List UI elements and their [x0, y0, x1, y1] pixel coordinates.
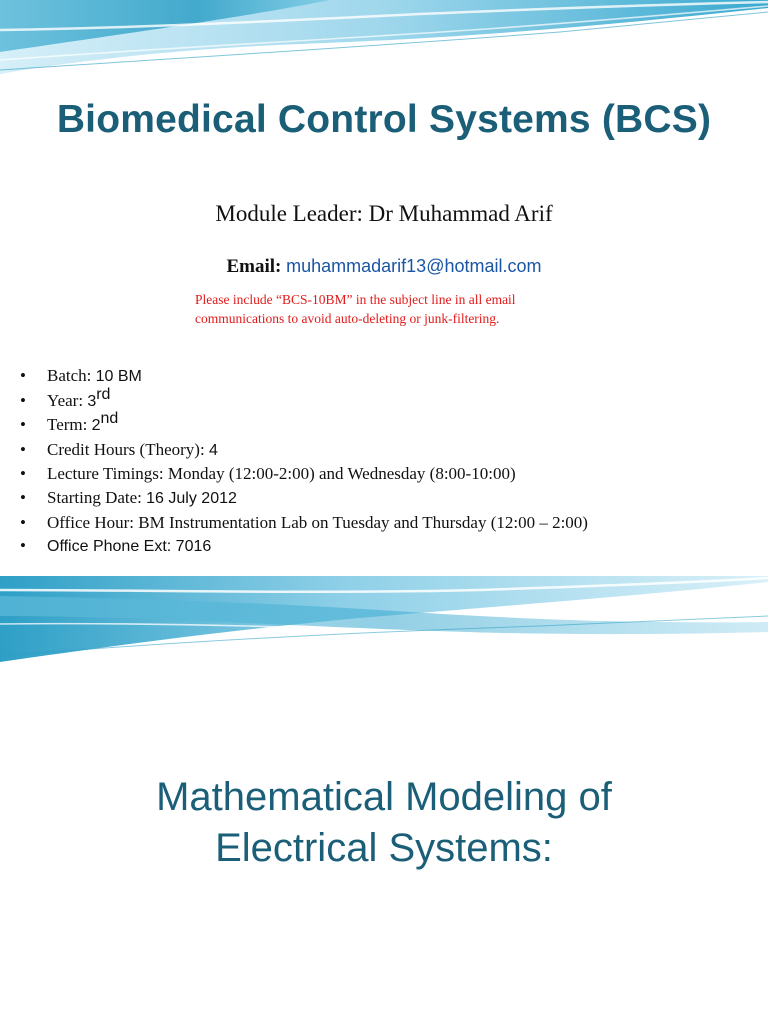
ordinal-suffix: rd: [96, 385, 111, 403]
detail-value: 2: [91, 417, 101, 435]
list-item-lecture-timings: • Lecture Timings: Monday (12:00-2:00) and Wednesday (8:00-10:00): [20, 462, 588, 486]
slide-title: Biomedical Control Systems (BCS): [56, 98, 712, 141]
bullet-icon: •: [20, 366, 26, 385]
email-subject-note: [195, 290, 615, 328]
header-wave-decoration: [0, 576, 768, 666]
detail-label: Starting Date: [47, 487, 138, 507]
detail-value: 16 July 2012: [146, 489, 237, 507]
detail-label: Batch: [47, 366, 87, 385]
course-details-list: [20, 364, 588, 559]
list-item-term: • Term: 2nd: [20, 413, 588, 438]
slide-title: [0, 772, 768, 874]
bullet-icon: •: [20, 439, 26, 459]
list-item-office-hour: • Office Hour: BM Instrumentation Lab on Tuesday and Thursday (12:00 – 2:00): [20, 511, 588, 535]
detail-value: 7016: [175, 538, 212, 556]
list-item-office-phone: • Office Phone Ext: 7016: [20, 534, 588, 559]
bullet-icon: •: [20, 390, 26, 410]
module-leader: Module Leader: Dr Muhammad Arif: [215, 201, 553, 226]
detail-value: 10 BM: [95, 368, 142, 385]
detail-label: Term: [47, 415, 83, 435]
bullet-icon: •: [20, 512, 26, 532]
bullet-icon: •: [20, 487, 26, 507]
title-line: Electrical Systems:: [215, 826, 553, 870]
email-label: Email:: [226, 256, 282, 277]
note-line: communications to avoid auto-deleting or junk-filtering.: [195, 311, 500, 326]
list-item-starting-date: • Starting Date: 16 July 2012: [20, 486, 588, 511]
detail-value: Monday (12:00-2:00) and Wednesday (8:00-10:00): [167, 464, 516, 484]
detail-label: Credit Hours (Theory): [47, 439, 200, 459]
detail-label: Office Hour: [47, 512, 130, 532]
email-line: [0, 256, 768, 278]
detail-label: Year: [47, 390, 79, 410]
email-address-link[interactable]: muhammadarif13@hotmail.com: [286, 256, 542, 276]
title-line: Mathematical Modeling of: [156, 775, 612, 819]
detail-value: BM Instrumentation Lab on Tuesday and Thursday (12:00 – 2:00): [138, 512, 588, 532]
ordinal-suffix: nd: [100, 410, 119, 428]
header-wave-decoration: [0, 0, 768, 80]
list-item-year: • Year: 3rd: [20, 389, 588, 414]
list-item-batch: • Batch: 10 BM: [20, 364, 588, 389]
detail-label: Lecture Timings: [47, 464, 159, 484]
bullet-icon: •: [20, 415, 26, 435]
detail-value: 4: [208, 441, 218, 459]
bullet-icon: •: [20, 464, 26, 484]
detail-label: Office Phone Ext: [47, 538, 167, 556]
bullet-icon: •: [20, 536, 26, 556]
note-line: Please include “BCS-10BM” in the subject line in all email: [195, 292, 516, 307]
list-item-credit-hours: • Credit Hours (Theory): 4: [20, 438, 588, 463]
detail-value: 3: [87, 392, 97, 410]
slide-2: [0, 576, 768, 1024]
